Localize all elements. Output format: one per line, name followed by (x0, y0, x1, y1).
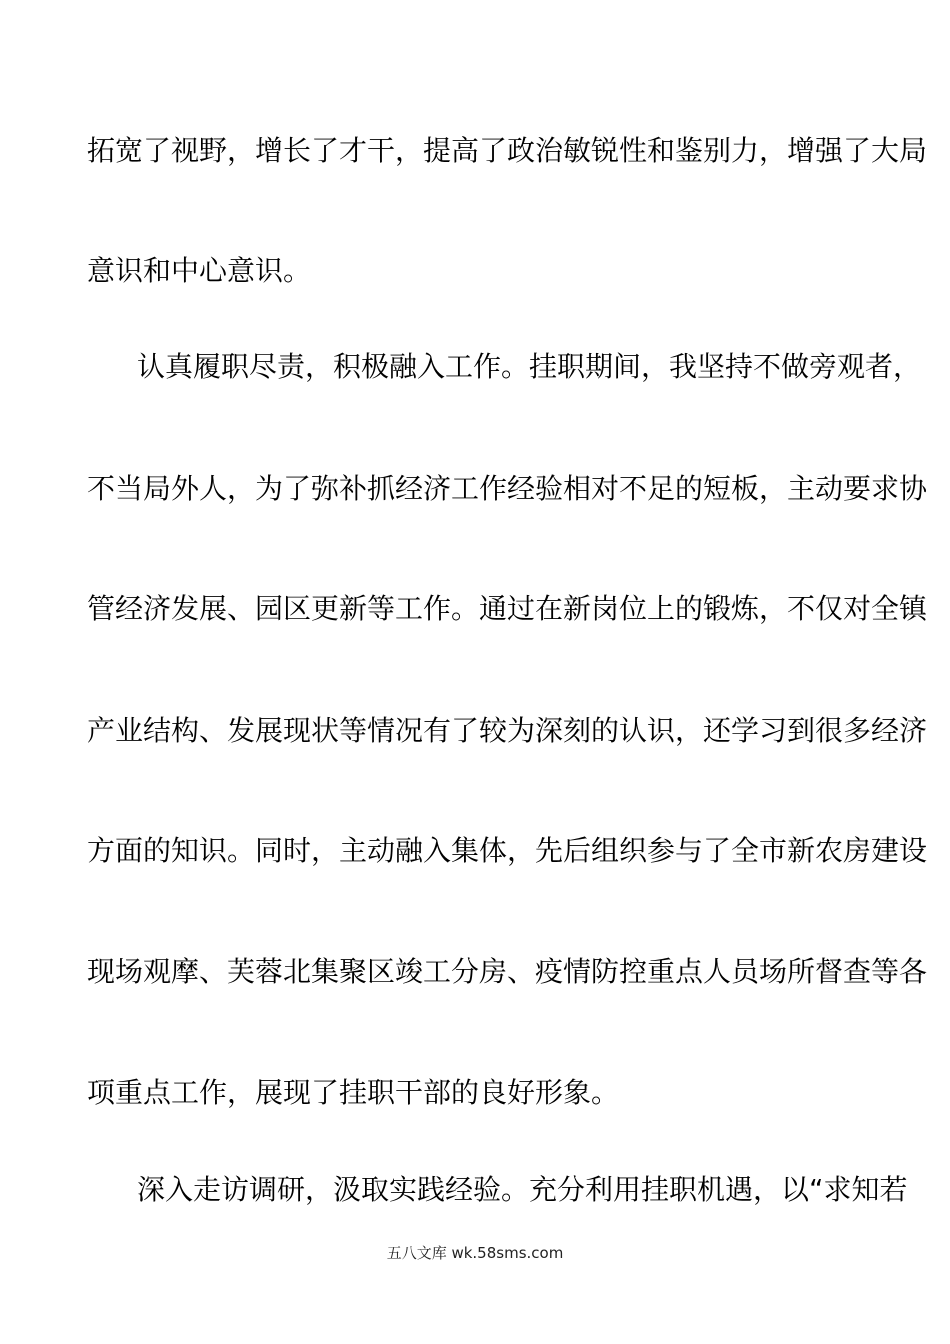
text-line-4: 不当局外人，为了弥补抓经济工作经验相对不足的短板，主动要求协 (87, 472, 928, 505)
text-line-8: 现场观摩、芙蓉北集聚区竣工分房、疫情防控重点人员场所督查等各 (87, 955, 928, 988)
text-line-9: 项重点工作，展现了挂职干部的良好形象。 (87, 1076, 620, 1109)
text-line-3: 认真履职尽责，积极融入工作。挂职期间，我坚持不做旁观者， (137, 350, 922, 383)
text-line-7: 方面的知识。同时，主动融入集体，先后组织参与了全市新农房建设 (87, 834, 928, 867)
text-line-2: 意识和中心意识。 (87, 254, 312, 287)
text-line-5: 管经济发展、园区更新等工作。通过在新岗位上的锻炼，不仅对全镇 (87, 592, 928, 625)
text-line-10: 深入走访调研，汲取实践经验。充分利用挂职机遇，以“求知若 (137, 1173, 908, 1206)
text-line-6: 产业结构、发展现状等情况有了较为深刻的认识，还学习到很多经济 (87, 714, 928, 747)
footer-watermark: 五八文库 wk.58sms.com (386, 1244, 564, 1262)
text-line-1: 拓宽了视野，增长了才干，提高了政治敏锐性和鉴别力，增强了大局 (87, 134, 928, 167)
